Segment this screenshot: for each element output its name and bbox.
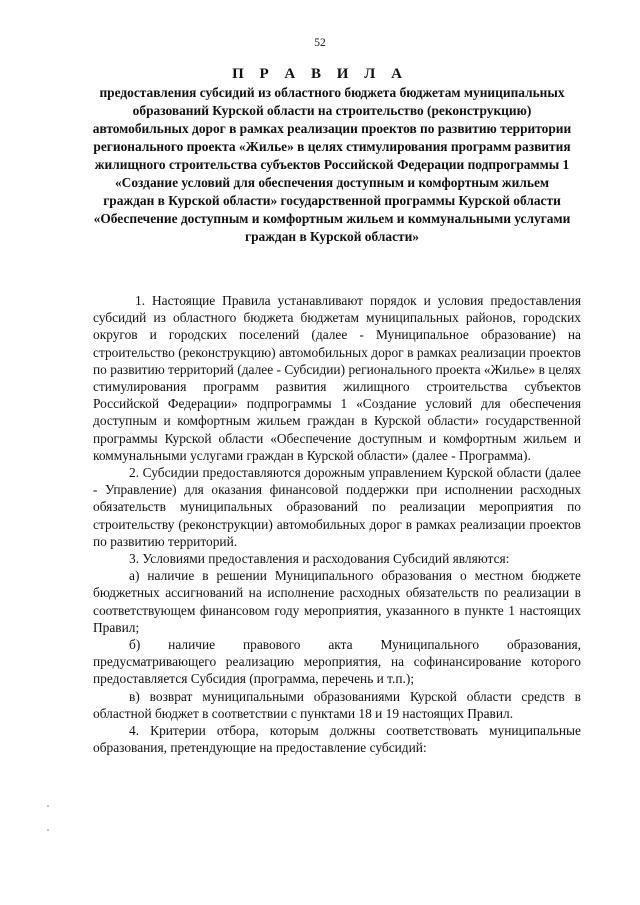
scan-speck xyxy=(47,829,49,831)
document-title: П Р А В И Л А xyxy=(232,66,408,82)
scan-speck xyxy=(47,805,49,807)
paragraph-1: 1. Настоящие Правила устанавливают порядок и условия предоставления субсидий из областного бюджета бюджетам муниципальных районов, городских округов и городских поселений (далее - Муниципальное образование) на строительство (реконструкцию) автомобильных дорог в рамках реализации проектов по развитию территорий (далее - Субсидии) регионального проекта «Жилье» в целях стимулирования программ развития жилищного строительства субъектов Российской Федерации» подпрограммы 1 «Создание условий для обеспечения доступным и комфортным жильем граждан в Курской области» государственной программы Курской области «Обеспечение доступным и комфортным жильем и коммунальными услугами граждан в Курской области» (далее - Программа). xyxy=(93,293,581,463)
paragraph-3c: в) возврат муниципальными образованиями Курской области средств в областной бюджет в соответствии с пунктами 18 и 19 настоящих Правил. xyxy=(93,688,581,721)
paragraph-4: 4. Критерии отбора, которым должны соответствовать муниципальные образования, претендующие на предоставление субсидий: xyxy=(93,723,581,756)
document-body xyxy=(93,292,581,756)
page-number: 52 xyxy=(314,37,326,49)
paragraph-3a: а) наличие в решении Муниципального образования о местном бюджете бюджетных ассигнований на исполнение расходных обязательств по реализации в соответствующем финансовом году мероприятия, указанного в пункте 1 настоящих Правил; xyxy=(93,568,581,635)
paragraph-3: 3. Условиями предоставления и расходования Субсидий являются: xyxy=(129,551,510,567)
document-subtitle: предоставления субсидий из областного бюджета бюджетам муниципальных образований Курской области на строительство (реконструкцию) автомобильных дорог в рамках реализации проектов по развитию территории регионального проекта «Жилье» в целях стимулирования программ развития жилищного строительства субъектов Российской Федерации подпрограммы 1 «Создание условий для обеспечения доступным и комфортным жильем граждан в Курской области» государственной программы Курской области «Обеспечение доступным и комфортным жильем и коммунальными услугами граждан в Курской области» xyxy=(92,85,572,244)
paragraph-2: 2. Субсидии предоставляются дорожным управлением Курской области (далее - Управление) для оказания финансовой поддержки при исполнении расходных обязательств муниципальных образований по реализации мероприятия по строительству (реконструкции) автомобильных дорог в рамках реализации проектов по развитию территорий. xyxy=(93,465,581,549)
paragraph-3b: б) наличие правового акта Муниципального образования, предусматривающего реализацию мероприятия, на софинансирование которого предоставляется Субсидия (программа, перечень и т.п.); xyxy=(93,637,581,687)
